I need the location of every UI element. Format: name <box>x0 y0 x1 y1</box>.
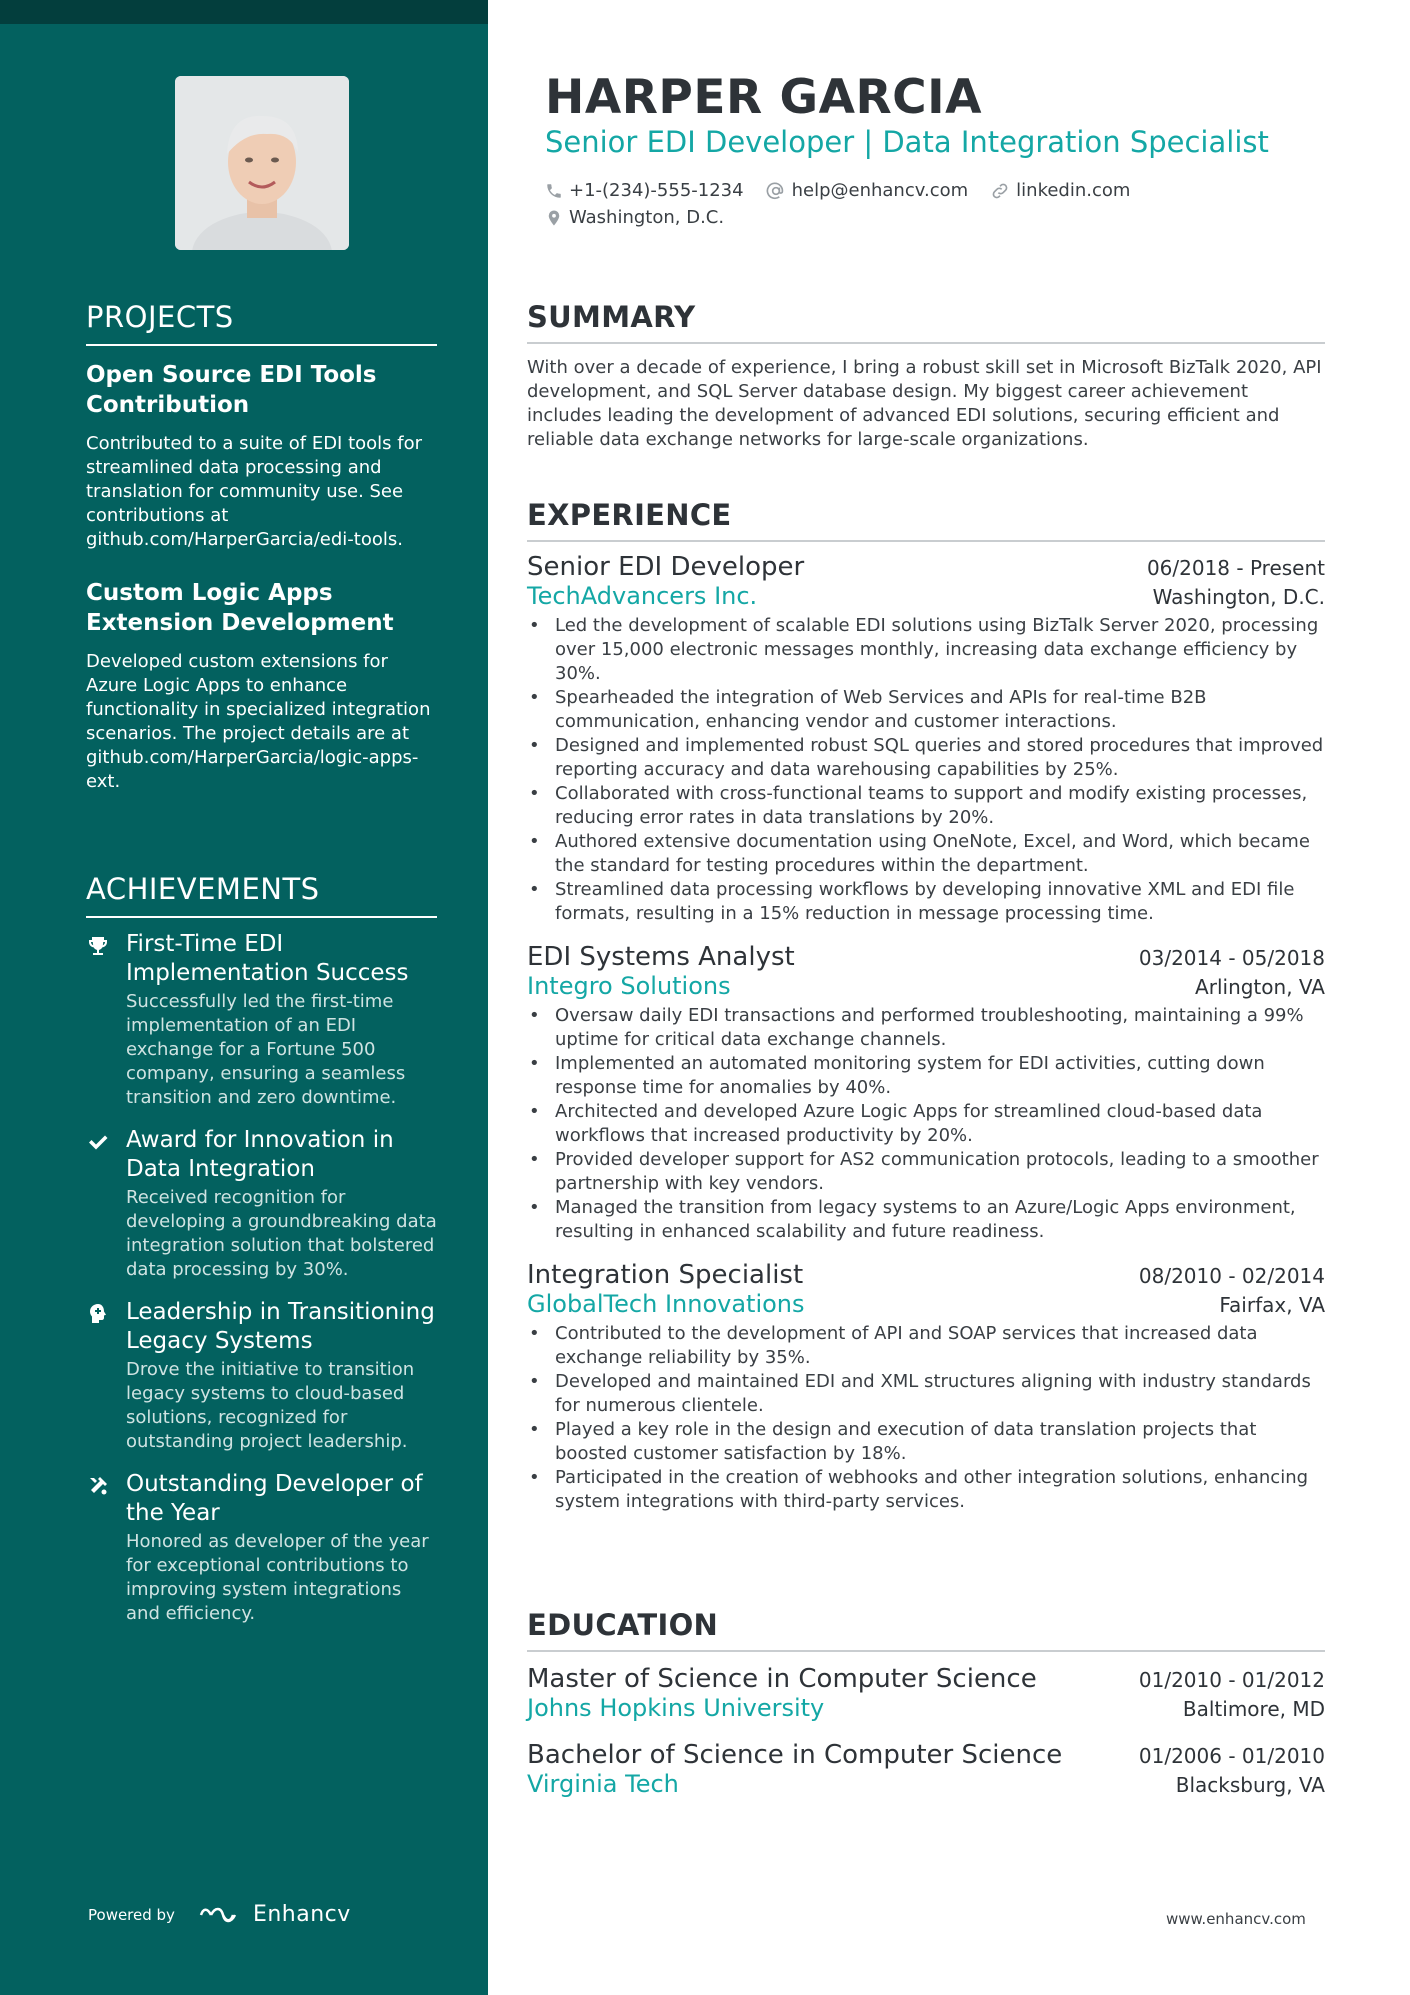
education-entry <box>527 1740 1325 1798</box>
trophy-icon <box>86 934 110 958</box>
projects-section <box>86 300 437 794</box>
achievement-item <box>86 1126 437 1282</box>
tools-icon <box>86 1474 110 1498</box>
bullet: • Led the development of scalable EDI solutions using BizTalk Server 2020, processing over 15,000 electronic messages monthly, increasing data exchange efficiency by 30%. <box>527 614 1325 686</box>
bullet: • Played a key role in the design and execution of data translation projects that boosted customer satisfaction by 18%. <box>527 1418 1325 1466</box>
enhancv-logo-icon <box>199 1903 245 1927</box>
summary-section <box>527 300 1325 452</box>
achievement-item <box>86 1470 437 1626</box>
achievement-description: Successfully led the first-time implementation of an EDI exchange for a Fortune 500 company, ensuring a seamless transition and zero downtime. <box>126 991 406 1108</box>
job-company: Integro Solutions <box>527 972 731 1000</box>
project-description: Developed custom extensions for Azure Logic Apps to enhance functionality in specialized integration scenarios. The project details are at github.com/HarperGarcia/logic-apps-ext. <box>86 651 431 792</box>
education-location: Blacksburg, VA <box>1175 1773 1325 1797</box>
education-entry <box>527 1664 1325 1722</box>
school: Johns Hopkins University <box>527 1694 825 1722</box>
achievement-description: Drove the initiative to transition legacy systems to cloud-based solutions, recognized for outstanding project leadership. <box>126 1359 415 1452</box>
achievement-description: Honored as developer of the year for exceptional contributions to improving system integrations and efficiency. <box>126 1531 429 1624</box>
linkedin-text: linkedin.com <box>1016 180 1131 201</box>
achievement-title: Outstanding Developer of the Year <box>126 1471 423 1526</box>
headline: Senior EDI Developer | Data Integration Specialist <box>545 125 1269 159</box>
projects-heading: PROJECTS <box>86 300 437 346</box>
job-title: EDI Systems Analyst <box>527 942 795 972</box>
powered-by-label: Powered by <box>88 1905 175 1924</box>
job-bullets <box>527 1322 1325 1514</box>
achievements-heading: ACHIEVEMENTS <box>86 872 437 918</box>
achievement-item <box>86 1298 437 1454</box>
summary-heading: SUMMARY <box>527 300 1325 344</box>
degree: Bachelor of Science in Computer Science <box>527 1740 1063 1770</box>
job-title: Integration Specialist <box>527 1260 804 1290</box>
location-text: Washington, D.C. <box>569 207 725 228</box>
education-heading: EDUCATION <box>527 1608 1325 1652</box>
achievement-title: Leadership in Transitioning Legacy Systems <box>126 1299 435 1354</box>
bullet: • Architected and developed Azure Logic Apps for streamlined cloud-based data workflows that increased productivity by 20%. <box>527 1100 1325 1148</box>
job-location: Washington, D.C. <box>1152 585 1325 609</box>
candidate-name: HARPER GARCIA <box>545 70 983 125</box>
job-company: GlobalTech Innovations <box>527 1290 805 1318</box>
bullet: • Oversaw daily EDI transactions and performed troubleshooting, maintaining a 99% uptime for critical data exchange channels. <box>527 1004 1325 1052</box>
sidebar <box>0 0 488 1995</box>
job-dates: 03/2014 - 05/2018 <box>1138 946 1325 970</box>
job-entry <box>527 552 1325 926</box>
education-section <box>527 1608 1325 1798</box>
project-item <box>86 360 437 552</box>
bullet: • Implemented an automated monitoring system for EDI activities, cutting down response time for anomalies by 40%. <box>527 1052 1325 1100</box>
achievement-description: Received recognition for developing a groundbreaking data integration solution that bolstered data processing by 30%. <box>126 1187 437 1280</box>
project-description: Contributed to a suite of EDI tools for streamlined data processing and translation for community use. See contributions at github.com/HarperGarcia/edi-tools. <box>86 433 423 550</box>
job-bullets <box>527 1004 1325 1244</box>
project-title: Open Source EDI Tools Contribution <box>86 362 377 418</box>
enhancv-logo[interactable] <box>199 1902 351 1927</box>
job-title: Senior EDI Developer <box>527 552 805 582</box>
job-entry <box>527 942 1325 1244</box>
contact-row <box>545 180 1152 201</box>
at-icon <box>766 181 786 201</box>
education-dates: 01/2006 - 01/2010 <box>1138 1744 1325 1768</box>
bullet: • Provided developer support for AS2 communication protocols, leading to a smoother partnership with key vendors. <box>527 1148 1325 1196</box>
powered-by <box>88 1902 351 1927</box>
achievements-section <box>86 872 437 1626</box>
email-text: help@enhancv.com <box>791 180 969 201</box>
bullet: • Collaborated with cross-functional teams to support and modify existing processes, reducing error rates in data translations by 20%. <box>527 782 1325 830</box>
brain-icon <box>86 1302 110 1326</box>
project-item <box>86 578 437 794</box>
bullet: • Developed and maintained EDI and XML structures aligning with industry standards for numerous clientele. <box>527 1370 1325 1418</box>
education-dates: 01/2010 - 01/2012 <box>1138 1668 1325 1692</box>
location-pin-icon <box>545 208 563 228</box>
school: Virginia Tech <box>527 1770 679 1798</box>
phone[interactable] <box>545 180 744 201</box>
job-dates: 06/2018 - Present <box>1146 556 1325 580</box>
job-company: TechAdvancers Inc. <box>527 582 758 610</box>
achievement-title: First-Time EDI Implementation Success <box>126 931 409 986</box>
job-location: Fairfax, VA <box>1219 1293 1325 1317</box>
bullet: • Streamlined data processing workflows by developing innovative XML and EDI file formats, resulting in a 15% reduction in message processing time. <box>527 878 1325 926</box>
checkmark-icon <box>86 1130 110 1154</box>
sidebar-top-bar <box>0 0 488 24</box>
summary-text: With over a decade of experience, I bring a robust skill set in Microsoft BizTalk 2020, API development, and SQL Server database design. My biggest career achievement includes leading the development of advanced EDI solutions, securing efficient and reliable data exchange networks for large-scale organizations. <box>527 357 1322 450</box>
bullet: • Participated in the creation of webhooks and other integration solutions, enhancing system integrations with third-party services. <box>527 1466 1325 1514</box>
bullet: • Contributed to the development of API and SOAP services that increased data exchange reliability by 35%. <box>527 1322 1325 1370</box>
phone-icon <box>545 182 563 200</box>
experience-section <box>527 498 1325 1514</box>
email[interactable] <box>766 180 969 201</box>
brand-name: Enhancv <box>252 1902 351 1927</box>
experience-heading: EXPERIENCE <box>527 498 1325 542</box>
location-row <box>545 207 746 228</box>
bullet: • Spearheaded the integration of Web Services and APIs for real-time B2B communication, enhancing vendor and customer interactions. <box>527 686 1325 734</box>
degree: Master of Science in Computer Science <box>527 1664 1037 1694</box>
phone-text: +1-(234)-555-1234 <box>569 180 744 201</box>
achievement-title: Award for Innovation in Data Integration <box>126 1127 394 1182</box>
link-icon <box>990 181 1010 201</box>
job-bullets <box>527 614 1325 926</box>
bullet: • Authored extensive documentation using OneNote, Excel, and Word, which became the standard for testing procedures within the department. <box>527 830 1325 878</box>
project-title: Custom Logic Apps Extension Development <box>86 580 394 636</box>
job-dates: 08/2010 - 02/2014 <box>1138 1264 1325 1288</box>
footer-url[interactable]: www.enhancv.com <box>1166 1910 1306 1928</box>
job-location: Arlington, VA <box>1195 975 1325 999</box>
education-location: Baltimore, MD <box>1182 1697 1325 1721</box>
job-entry <box>527 1260 1325 1514</box>
location <box>545 207 724 228</box>
bullet: • Managed the transition from legacy systems to an Azure/Logic Apps environment, resulting in enhanced scalability and future readiness. <box>527 1196 1325 1244</box>
linkedin[interactable] <box>990 180 1130 201</box>
profile-photo <box>175 76 349 250</box>
achievement-item <box>86 930 437 1110</box>
bullet: • Designed and implemented robust SQL queries and stored procedures that improved reporting accuracy and data warehousing capabilities by 25%. <box>527 734 1325 782</box>
